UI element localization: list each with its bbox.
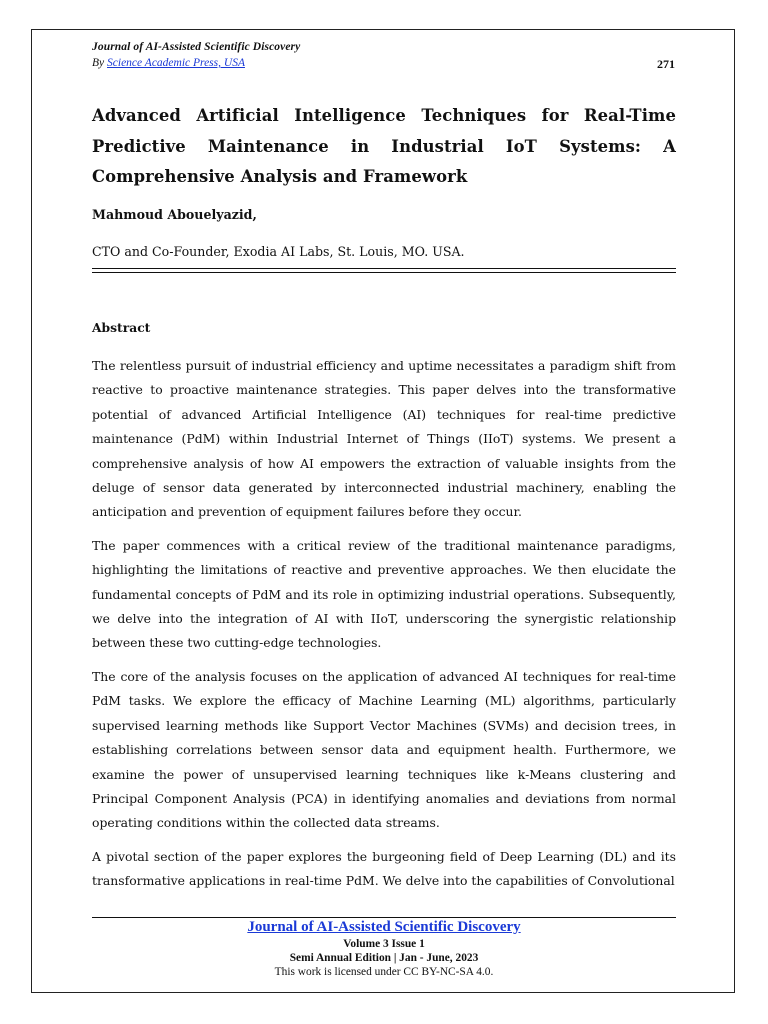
page-footer bbox=[92, 918, 676, 979]
abstract-heading: Abstract bbox=[92, 320, 151, 335]
publisher-link[interactable]: Science Academic Press, USA bbox=[107, 57, 245, 69]
by-prefix: By bbox=[92, 57, 108, 69]
footer-license: This work is licensed under CC BY-NC-SA 4.0. bbox=[274, 966, 494, 978]
abstract-paragraph: The relentless pursuit of industrial efficiency and uptime necessitates a paradigm shift from reactive to proactive maintenance strategies. This paper delves into the transformative potential of advanced Artificial Intelligence (AI) techniques for real-time predictive maintenance (PdM) within Industrial Internet of Things (IIoT) systems. We present a comprehensive analysis of how AI empowers the extraction of valuable insights from the deluge of sensor data generated by interconnected industrial machinery, enabling the anticipation and prevention of equipment failures before they occur. bbox=[92, 358, 676, 520]
abstract-body bbox=[92, 354, 676, 903]
footer-volume: Volume 3 Issue 1 bbox=[343, 938, 425, 950]
running-header-journal: Journal of AI-Assisted Scientific Discovery bbox=[92, 41, 301, 53]
running-header-publisher bbox=[92, 57, 245, 69]
author-affiliation: CTO and Co-Founder, Exodia AI Labs, St. Louis, MO. USA. bbox=[92, 244, 465, 259]
header-divider-top bbox=[92, 268, 676, 269]
author-name: Mahmoud Abouelyazid, bbox=[92, 207, 257, 222]
footer-journal-link[interactable]: Journal of AI-Assisted Scientific Discovery bbox=[247, 919, 521, 935]
footer-edition: Semi Annual Edition | Jan - June, 2023 bbox=[289, 952, 479, 964]
abstract-paragraph: The core of the analysis focuses on the application of advanced AI techniques for real-time PdM tasks. We explore the efficacy of Machine Learning (ML) algorithms, particularly supervised learning methods like Support Vector Machines (SVMs) and decision trees, in establishing correlations between sensor data and equipment health. Furthermore, we examine the power of unsupervised learning techniques like k-Means clustering and Principal Component Analysis (PCA) in identifying anomalies and deviations from normal operating conditions within the collected data streams. bbox=[92, 668, 676, 831]
header-divider-bottom bbox=[92, 272, 676, 273]
abstract-paragraph: A pivotal section of the paper explores the burgeoning field of Deep Learning (DL) and its transformative applications in real-time PdM. We delve into the capabilities of Convolutional bbox=[92, 848, 676, 889]
abstract-paragraph: The paper commences with a critical review of the traditional maintenance paradigms, highlighting the limitations of reactive and preventive approaches. We then elucidate the fundamental concepts of PdM and its role in optimizing industrial operations. Subsequently, we delve into the integration of AI with IIoT, underscoring the synergistic relationship between these two cutting-edge technologies. bbox=[92, 537, 676, 651]
article-title: Advanced Artificial Intelligence Techniques for Real-Time Predictive Maintenance in Industrial IoT Systems: A Comprehensive Analysis and Framework bbox=[92, 106, 676, 186]
page-number: 271 bbox=[657, 57, 675, 71]
